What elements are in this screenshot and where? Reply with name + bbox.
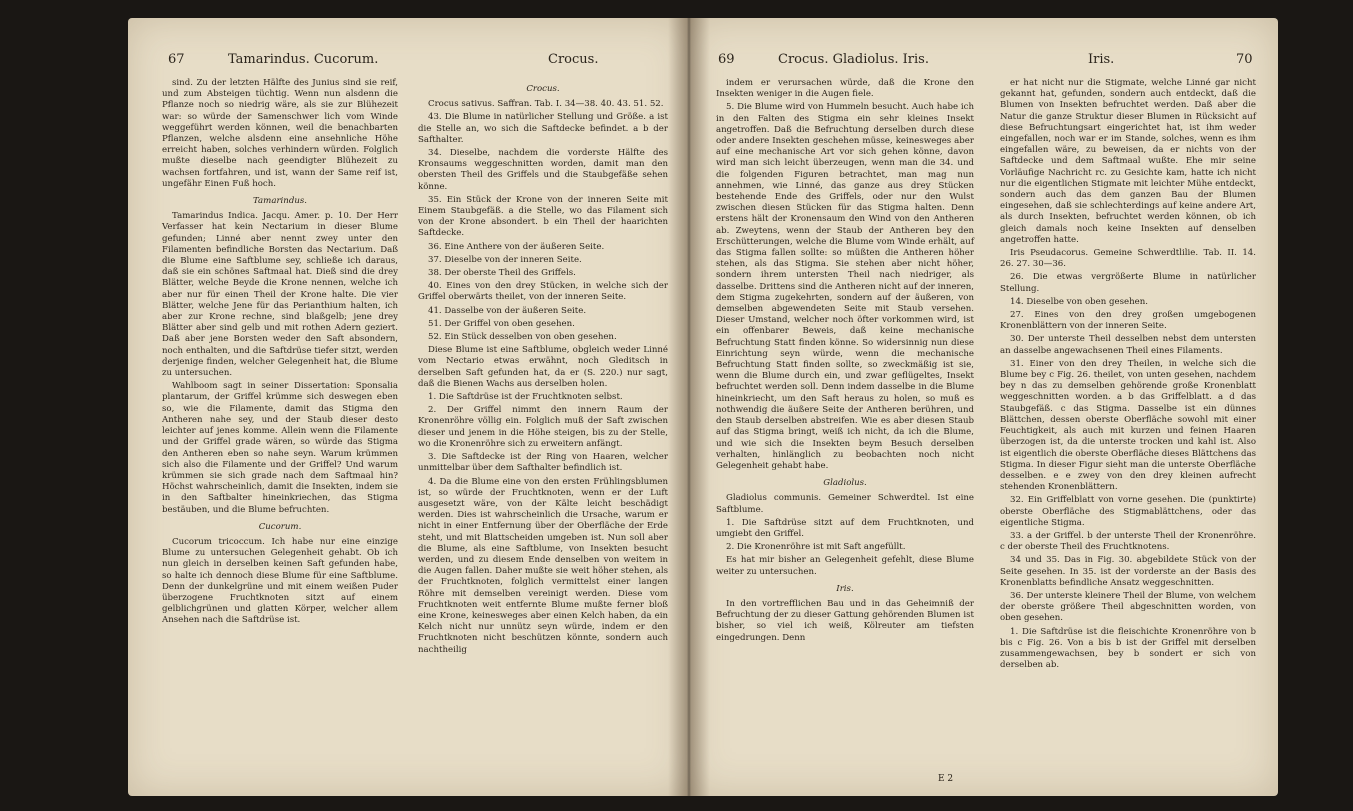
list-item: 40. Eines von den drey Stücken, in welche sich der Griffel oberwärts theilet, von der inneren Seite. xyxy=(418,281,668,303)
list-item: 1. Die Saftdrüse ist die fleischichte Kronenröhre von b bis c Fig. 26. Von a bis b ist der Griffel mit derselben zusammengewachsen, bey b sondert er sich von derselben ab. xyxy=(1000,626,1256,671)
paragraph: indem er verursachen würde, daß die Krone den Insekten weniger in die Augen fiele. xyxy=(716,78,974,100)
list-item: 1. Die Saftdrüse ist der Fruchtknoten selbst. xyxy=(428,392,623,403)
list-item: 36. Der unterste kleinere Theil der Blume, von welchem der oberste größere Theil abgeschnitten worden, von oben gesehen. xyxy=(1000,590,1256,624)
paragraph: Iris Pseudacorus. Gemeine Schwerdtlilie. Tab. II. 14. 26. 27. 30—36. xyxy=(1000,248,1256,270)
list-item: 26. Die etwas vergrößerte Blume in natürlicher Stellung. xyxy=(1000,272,1256,294)
signature-mark: E 2 xyxy=(938,774,954,784)
paragraph: Diese Blume ist eine Saftblume, obgleich weder Linné vom Nectario etwas erwähnt, noch Gleditsch in derselben Saft gefunden hat, da er (S. 220.) nur sagt, daß die Bienen Wachs aus derselben holen. xyxy=(418,345,668,389)
list-item: 27. Eines von den drey großen umgebogenen Kronenblättern von der inneren Seite. xyxy=(1000,310,1256,332)
section-title: Gladiolus. xyxy=(823,478,867,489)
paragraph: In den vortrefflichen Bau und in das Geheimniß der Befruchtung der zu dieser Gattung gehörenden Blumen ist bisher, so viel ich weiß, Kölreuter am tiefsten eingedrungen. Denn xyxy=(716,598,974,643)
paragraph: er hat nicht nur die Stigmate, welche Linné gar nicht gekannt hat, gefunden, sondern auch entdeckt, daß die Blumen von Insekten befruchtet werden. Daß aber die Natur die ganze Struktur dieser Blumen in Rücksicht auf diese Befruchtungsart eingerichtet hat, ist ihm weder eingefallen, noch war er im Stande, solches, wenn es ihm eingefallen wäre, zu beweisen, da er nichts von der Saftdecke und dem Saftmaal wußte. Ehe mir seine Vorläufige Nachricht rc. zu Gesichte kam, hatte ich nicht nur die eigentlichen Stigmate mit leichter Mühe entdeckt, sondern auch das dem ganzen Bau der Blumen eingesehen, daß sie schlechterdings auf keine andere Art, als durch Insekten, befruchtet werden können, ob ich gleich damals noch keine Insekten auf denselben angetroffen hatte. xyxy=(1000,78,1256,245)
paragraph: Es hat mir bisher an Gelegenheit gefehlt, diese Blume weiter zu untersuchen. xyxy=(716,555,974,577)
list-item: 31. Einer von den drey Theilen, in welche sich die Blume bey c Fig. 26. theilet, von unten gesehen, nachdem bey n das zu demselben gehörende große Kronenblatt weggeschnitten worden. a b das Griffelblatt. a d das Staubgefäß. c das Stigma. Dasselbe ist ein dünnes Blättchen, dessen oberste Oberfläche sowohl mit einer Feuchtigkeit, als auch mit kurzen und feinen Haaren überzogen ist, da die unterste trocken und kahl ist. Also ist eigentlich die oberste Oberfläche dieses Blättchens das Stigma. In dieser Figur sieht man die unterste Oberfläche desselben. e e zwey von den drey kleinen aufrecht stehenden Kronenblättern. xyxy=(1000,358,1256,493)
list-item: 3. Die Saftdecke ist der Ring von Haaren, welcher unmittelbar über dem Safthalter befindlich ist. xyxy=(418,452,668,474)
right-column-1 xyxy=(716,78,974,646)
running-head-right: Crocus. Gladiolus. Iris. xyxy=(778,52,929,67)
page-number-right-2: 70 xyxy=(1236,52,1253,67)
page-number-right: 69 xyxy=(718,52,735,67)
list-item: 2. Die Kronenröhre ist mit Saft angefüllt. xyxy=(726,542,906,553)
list-item: 14. Dieselbe von oben gesehen. xyxy=(1010,296,1148,307)
right-page xyxy=(688,18,1278,796)
list-item: 34. Dieselbe, nachdem die vorderste Hälfte des Kronsaums weggeschnitten worden, damit man den obersten Theil des Griffels und die Staubgefäße sehen könne. xyxy=(418,148,668,192)
list-item: 2. Der Griffel nimmt den innern Raum der Kronenröhre völlig ein. Folglich muß der Saft zwischen dieser und jenem in die Höhe steigen, bis zu der Stelle, wo die Kronenröhre sich zu erweitern anfängt. xyxy=(418,405,668,449)
paragraph: Wahlboom sagt in seiner Dissertation: Sponsalia plantarum, der Griffel krümme sich deswegen eben so, wie die Filamente, damit das Stigma den Antheren nahe sey, und der Staub dieser desto leichter auf jenes komme. Allein wenn die Filamente und der Griffel grade wären, so würde das Stigma den Antheren eben so nahe seyn. Warum krümmen sich also die Filamente und der Griffel? Und warum krümmen sie sich grade nach dem Saftmaal hin? Höchst wahrscheinlich, damit die Insekten, indem sie in den Saftbalter hineinkriechen, das Stigma bestäuben, und die Blume befruchten. xyxy=(162,381,398,515)
list-item: 43. Die Blume in natürlicher Stellung und Größe. a ist die Stelle an, wo sich die Saftdecke befindet. a b der Safthalter. xyxy=(418,112,668,145)
paragraph: Gladiolus communis. Gemeiner Schwerdtel. Ist eine Saftblume. xyxy=(716,493,974,515)
list-item: 37. Dieselbe von der inneren Seite. xyxy=(428,254,582,265)
running-head-left-col2: Crocus. xyxy=(548,52,599,67)
section-title: Tamarindus. xyxy=(252,196,308,207)
paragraph: sind. Zu der letzten Hälfte des Junius sind sie reif, und zum Absteigen tüchtig. Wenn nun alsdenn die Pflanze noch so niedrig wäre, als sie zur Blühezeit war: so würde der Samenschwer lich vom Winde weggeführt werden können, weil die benachbarten Pflanzen, welche alsdenn eine ansehnliche Höhe erreicht haben, solches verhindern würden. Folglich mußte dieselbe nach geendigter Blühezeit zu wachsen fortfahren, und ist, wann der Same reif ist, ungefähr Einen Fuß hoch. xyxy=(162,78,398,189)
list-item: 36. Eine Anthere von der äußeren Seite. xyxy=(428,241,605,252)
open-book xyxy=(128,18,1278,796)
section-title: Crocus. xyxy=(526,84,560,94)
list-item: 41. Dasselbe von der äußeren Seite. xyxy=(428,305,587,316)
list-item: 51. Der Griffel von oben gesehen. xyxy=(428,318,575,329)
list-item: 32. Ein Griffelblatt von vorne gesehen. Die (punktirte) oberste Oberfläche des Stigmablättchens, oder das eigentliche Stigma. xyxy=(1000,495,1256,528)
list-item: 4. Da die Blume eine von den ersten Frühlingsblumen ist, so würde der Fruchtknoten, wenn er der Luft ausgesetzt wäre, von der Kälte leicht beschädigt werden. Dies ist wahrscheinlich die Ursache, warum er nicht in einer Entfernung über der Oberfläche der Erde steht, und mit Blattscheiden umgeben ist. Nun soll aber die Blume, als eine Saftblume, von Insekten besucht werden, und zu diesem Ende denselben von weitem in die Augen fallen. Daher mußte sie weit höher stehen, als der Fruchtknoten, folglich vermittelst einer langen Röhre mit demselben vereinigt werden. Diese vom Fruchtknoten weit entfernte Blume mußte ferner bloß eine Krone, keinesweges aber einen Kelch haben, da ein Kelch nicht nur unnütz seyn würde, indem er den Fruchtknoten nicht beschützen könnte, sondern auch nachtheilig xyxy=(418,476,668,655)
list-item: 35. Ein Stück der Krone von der inneren Seite mit Einem Staubgefäß. a die Stelle, wo das Filament sich von der Krone absondert. b ein Theil der haarichten Saftdecke. xyxy=(418,194,668,239)
left-column-2 xyxy=(418,78,668,658)
section-title: Iris. xyxy=(836,583,854,594)
list-item: 38. Der oberste Theil des Griffels. xyxy=(428,268,576,279)
left-page xyxy=(128,18,688,796)
paragraph: Tamarindus Indica. Jacqu. Amer. p. 10. Der Herr Verfasser hat kein Nectarium in dieser Blume gefunden; Linné aber nennt zwey unter den Filamenten befindliche Borsten das Nectarium. Daß die Blume eine Saftblume sey, schließe ich daraus, daß sie ein schönes Saftmaal hat. Dieß sind die drey Blätter, welche Beyde die Krone nennen, welche ich aber nur für einen Theil der Krone halte. Die vier Blätter, welche Jene für das Perianthium halten, ich aber zur Krone rechne, sind blaßgelb; jene drey Blätter aber sind gelb und mit rothen Adern geziert. Daß aber jene Borsten weder den Saft absondern, noch enthalten, und die Saftdrüse tiefer sitzt, werden derjenige finden, welcher Gelegenheit hat, die Blume zu untersuchen. xyxy=(162,211,398,379)
left-column-1 xyxy=(162,78,398,629)
page-number-left: 67 xyxy=(168,52,185,67)
list-item: 52. Ein Stück desselben von oben gesehen. xyxy=(428,332,617,343)
paragraph: 5. Die Blume wird von Hummeln besucht. Auch habe ich in den Falten des Stigma ein sehr kleines Insekt angetroffen. Daß die Befruchtung derselben durch diese oder andere Insekten geschehen müsse, keinesweges aber auf eine mechanische Art vor sich gehen könne, davon wird man sich leicht überzeugen, wenn man die 34. und die folgenden Figuren betrachtet, man mag nun annehmen, wie Linné, das ganze aus drey Stücken bestehende Ende des Griffels, oder nur den Wulst zwischen diesen Stücken für das Stigma halten. Denn erstens hält der Kronensaum den Wind von den Antheren ab. Zweytens, wenn der Staub der Antheren bey den Erschütterungen, welche die Blume vom Winde erhält, auf das Stigma fallen sollte: so müßten die Antheren höher stehen, als das Stigma. Sie stehen aber nicht höher, sondern ihrem untersten Theil nach niedriger, als dasselbe. Drittens sind die Antheren nicht auf der inneren, dem Stigma zugekehrten, sondern auf der äußeren, von demselben abgewendeten Seite mit Staub versehen. Dieser Umstand, welcher noch öfter vorkommen wird, ist ein offenbarer Beweis, daß keine mechanische Befruchtung Statt finden könne. So widersinnig nun diese Einrichtung seyn würde, wenn die mechanische Befruchtung Statt finden sollte, so zweckmäßig ist sie, wenn die Blume durch ein, und zwar geflügeltes, Insekt befruchtet werden soll. Denn indem dasselbe in die Blume hineinkriecht, um den Saft heraus zu holen, so muß es nothwendig die äußere Seite der Antheren berühren, und den Staub derselben abstreifen. Wie es aber diesen Staub auf das Stigma bringt, weiß ich nicht, da ich die Blume, und wie sich die Insekten beym Besuch derselben verhalten, hinlänglich zu beobachten noch nicht Gelegenheit gehabt habe. xyxy=(716,102,974,471)
list-item: 33. a der Griffel. b der unterste Theil der Kronenröhre. c der oberste Theil des Fruchtknotens. xyxy=(1000,530,1256,553)
right-column-2 xyxy=(1000,78,1256,673)
list-item: 30. Der unterste Theil desselben nebst dem untersten an dasselbe angewachsenen Theil eines Filaments. xyxy=(1000,334,1256,356)
paragraph: Cucorum tricoccum. Ich habe nur eine einzige Blume zu untersuchen Gelegenheit gehabt. Ob ich nun gleich in derselben keinen Saft gefunden habe, so halte ich dennoch diese Blume für eine Saftblume. Denn der dunkelgrüne und mit einem weißen Puder überzogene Fruchtknoten sitzt auf einem gelblichgrünen und glatten Körper, welcher allem Ansehen nach die Saftdrüse ist. xyxy=(162,536,398,626)
list-item: 34 und 35. Das in Fig. 30. abgebildete Stück von der Seite gesehen. In 35. ist der vorderste an der Basis des Kronenblatts befindliche Ansatz weggeschnitten. xyxy=(1000,555,1256,588)
paragraph: Crocus sativus. Saffran. Tab. I. 34—38. 40. 43. 51. 52. xyxy=(428,99,664,110)
list-item: 1. Die Saftdrüse sitzt auf dem Fruchtknoten, und umgiebt den Griffel. xyxy=(716,517,974,539)
running-head-left: Tamarindus. Cucorum. xyxy=(228,52,379,67)
running-head-right-col2: Iris. xyxy=(1088,52,1115,67)
section-title: Cucorum. xyxy=(258,521,302,532)
